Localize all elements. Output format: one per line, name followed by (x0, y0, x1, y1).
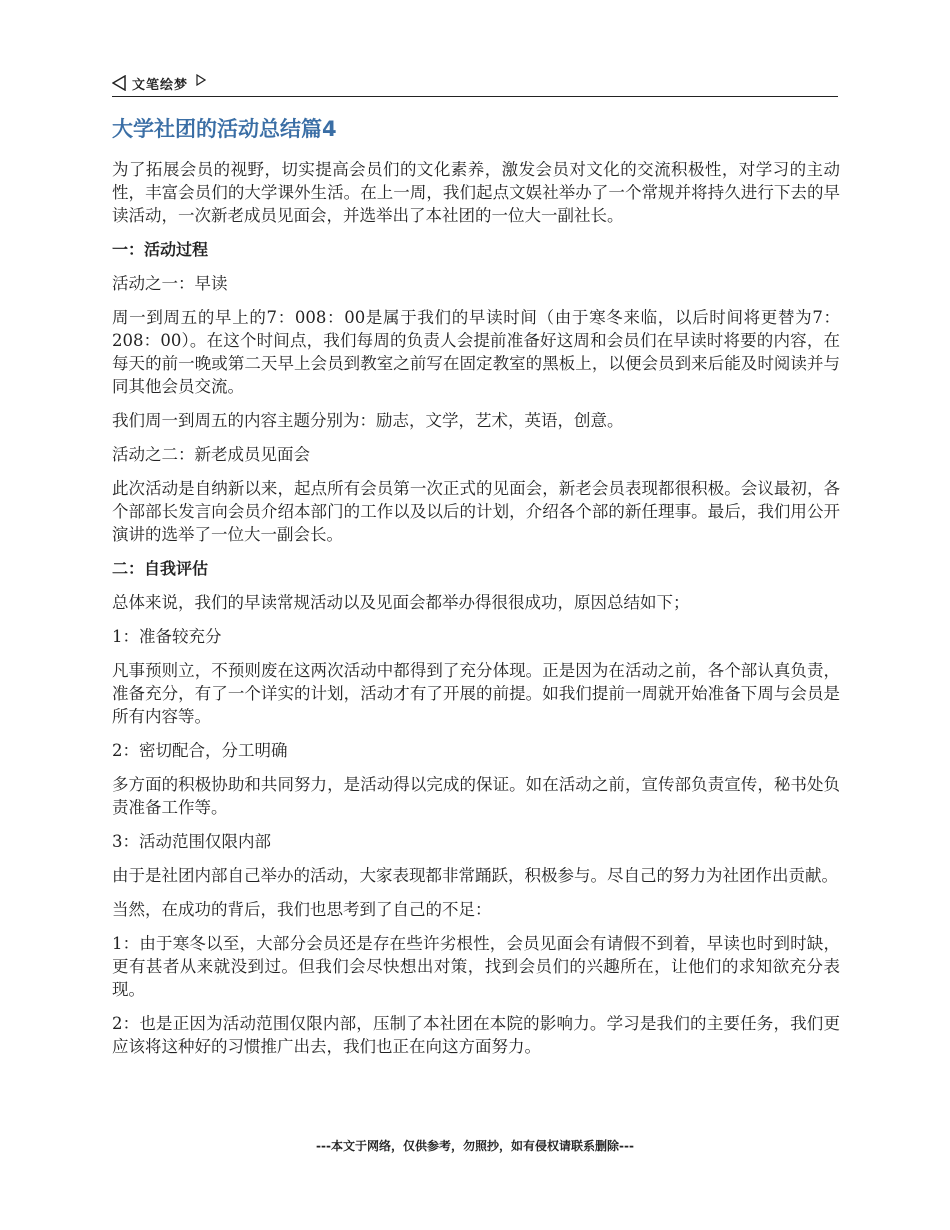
activity-2-text: 此次活动是自纳新以来，起点所有会员第一次正式的见面会，新老会员表现都很积极。会议最初，各个部部长发言向会员介绍本部门的工作以及以后的计划，介绍各个部的新任理事。最后，我们用公开演讲的选举了一位大一副会长。 (112, 479, 840, 544)
section-heading-process: 一：活动过程 (112, 240, 209, 259)
reason-3-label: 3：活动范围仅限内部 (112, 832, 271, 851)
summary-paragraph: 总体来说，我们的早读常规活动以及见面会都举办得很很成功，原因总结如下； (112, 593, 690, 612)
activity-1-topics: 我们周一到周五的内容主题分别为：励志，文学，艺术，英语，创意。 (112, 411, 624, 430)
reason-2-label: 2：密切配合，分工明确 (112, 741, 288, 760)
reason-1-label: 1：准备较充分 (112, 627, 222, 646)
triangle-right-icon (196, 74, 206, 86)
reason-3-text: 由于是社团内部自己举办的活动，大家表现都非常踊跃，积极参与。尽自己的努力为社团作出贡献。 (112, 866, 838, 885)
document-body (112, 112, 840, 1069)
triangle-left-icon (112, 75, 126, 91)
activity-1-label: 活动之一：早读 (112, 274, 228, 293)
activity-2-label: 活动之二：新老成员见面会 (112, 445, 310, 464)
shortcoming-2-text: 2：也是正因为活动范围仅限内部，压制了本社团在本院的影响力。学习是我们的主要任务，我们更应该将这种好的习惯推广出去，我们也正在向这方面努力。 (112, 1014, 840, 1056)
shortcoming-intro: 当然，在成功的背后，我们也思考到了自己的不足： (112, 900, 492, 919)
reason-1-text: 凡事预则立，不预则废在这两次活动中都得到了充分体现。正是因为在活动之前，各个部认真负责，准备充分，有了一个详实的计划，活动才有了开展的前提。如我们提前一周就开始准备下周与会员是所有内容等。 (112, 661, 840, 726)
intro-paragraph: 为了拓展会员的视野，切实提高会员们的文化素养，激发会员对文化的交流积极性，对学习的主动性，丰富会员们的大学课外生活。在上一周，我们起点文娱社举办了一个常规并将持久进行下去的早读活动，一次新老成员见面会，并选举出了本社团的一位大一副社长。 (112, 160, 840, 225)
page-header (112, 70, 838, 97)
section-heading-evaluation: 二：自我评估 (112, 559, 209, 578)
page-footer: ---本文于网络，仅供参考，勿照抄，如有侵权请联系删除--- (316, 1139, 634, 1153)
activity-1-text: 周一到周五的早上的7：008：00是属于我们的早读时间（由于寒冬来临，以后时间将更替为7：208：00）。在这个时间点，我们每周的负责人会提前准备好这周和会员们在早读时将要的内容，在每天的前一晚或第二天早上会员到教室之前写在固定教室的黑板上，以便会员到来后能及时阅读并与同其他会员交流。 (112, 308, 840, 396)
shortcoming-1-text: 1：由于寒冬以至，大部分会员还是存在些许劣根性，会员见面会有请假不到着，早读也时到时缺，更有甚者从来就没到过。但我们会尽快想出对策，找到会员们的兴趣所在，让他们的求知欲充分表现。 (112, 934, 840, 999)
document-title: 大学社团的活动总结篇4 (112, 117, 337, 141)
reason-2-text: 多方面的积极协助和共同努力，是活动得以完成的保证。如在活动之前，宣传部负责宣传，秘书处负责准备工作等。 (112, 775, 840, 817)
brand-name: 文笔绘梦 (132, 77, 189, 93)
